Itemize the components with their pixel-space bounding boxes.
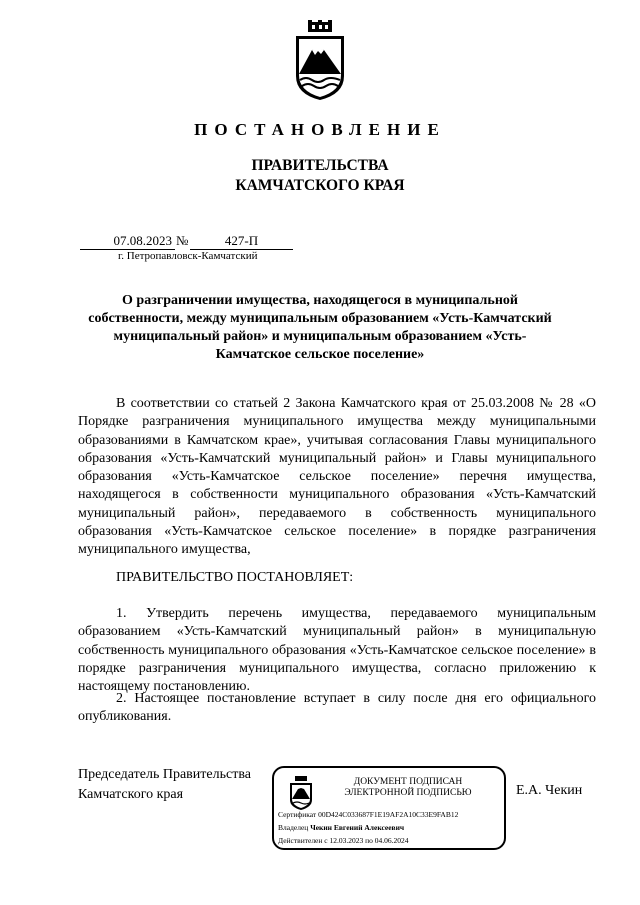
signer-name: Е.А. Чекин bbox=[516, 783, 583, 798]
valid-to-label: по bbox=[365, 836, 373, 845]
issuing-authority bbox=[0, 156, 640, 196]
document-title: О разграничении имущества, находящегося в муниципальной собственности, между муниципальным образованием «Усть-Камчатский муниципальный район» и муниципальным образованием «Усть-Камчатское сельское поселение» bbox=[88, 293, 552, 362]
document-date: 07.08.2023 bbox=[80, 233, 175, 250]
signer-position-line-1: Председатель Правительства bbox=[78, 767, 251, 782]
resolution-item-2: 2. Настоящее постановление вступает в силу после дня его официального опубликования. bbox=[78, 691, 596, 725]
kamchatka-emblem-icon bbox=[294, 20, 346, 102]
stamp-certificate bbox=[278, 810, 458, 820]
stamp-emblem-icon bbox=[289, 776, 313, 810]
valid-to: 04.06.2024 bbox=[374, 836, 409, 845]
stamp-title bbox=[314, 777, 502, 799]
valid-label: Действителен с bbox=[278, 836, 328, 845]
stamp-title-line-2: ЭЛЕКТРОННОЙ ПОДПИСЬЮ bbox=[344, 788, 472, 798]
stamp-title-line-1: ДОКУМЕНТ ПОДПИСАН bbox=[353, 777, 463, 787]
stamp-owner bbox=[278, 823, 404, 833]
resolution-item-1: 1. Утвердить перечень имущества, передаваемого муниципальным образованием «Усть-Камчатский муниципальный район» в муниципальную собственность муниципального образования «Усть-Камчатское сельское поселение» в порядке разграничения муниципального имущества, согласно приложению к настоящему постановлению. bbox=[78, 606, 596, 695]
document-type-heading: ПОСТАНОВЛЕНИЕ bbox=[194, 120, 446, 139]
certificate-value: 00D424C033687F1E19AF2A10C33E9FAB12 bbox=[318, 810, 459, 819]
document-number: 427-П bbox=[190, 233, 293, 250]
signer-position bbox=[78, 765, 251, 805]
electronic-signature-stamp bbox=[272, 766, 506, 850]
resolves-heading: ПРАВИТЕЛЬСТВО ПОСТАНОВЛЯЕТ: bbox=[116, 570, 354, 585]
authority-line-2: КАМЧАТСКОГО КРАЯ bbox=[235, 177, 405, 194]
issue-city: г. Петропавловск-Камчатский bbox=[118, 250, 258, 262]
authority-line-1: ПРАВИТЕЛЬСТВА bbox=[251, 157, 389, 174]
number-label: № bbox=[176, 233, 189, 248]
signer-position-line-2: Камчатского края bbox=[78, 787, 184, 802]
preamble-paragraph: В соответствии со статьей 2 Закона Камчатского края от 25.03.2008 № 28 «О Порядке разграничения муниципального имущества между муниципальными образованиями в Камчатском крае», учитывая согласования Главы муниципального образования «Усть-Камчатский муниципальный район» и Главы муниципального образования «Усть-Камчатское сельское поселение» перечня имущества, находящегося в собственности муниципального образования «Усть-Камчатский муниципальный район», передаваемого в собственность муниципального образования «Усть-Камчатское сельское поселение» в порядке разграничения муниципального имущества, bbox=[78, 396, 596, 558]
owner-value: Чекин Евгений Алексеевич bbox=[310, 823, 405, 832]
valid-from: 12.03.2023 bbox=[329, 836, 364, 845]
certificate-label: Сертификат bbox=[278, 810, 317, 819]
owner-label: Владелец bbox=[278, 823, 309, 832]
stamp-validity bbox=[278, 836, 409, 846]
